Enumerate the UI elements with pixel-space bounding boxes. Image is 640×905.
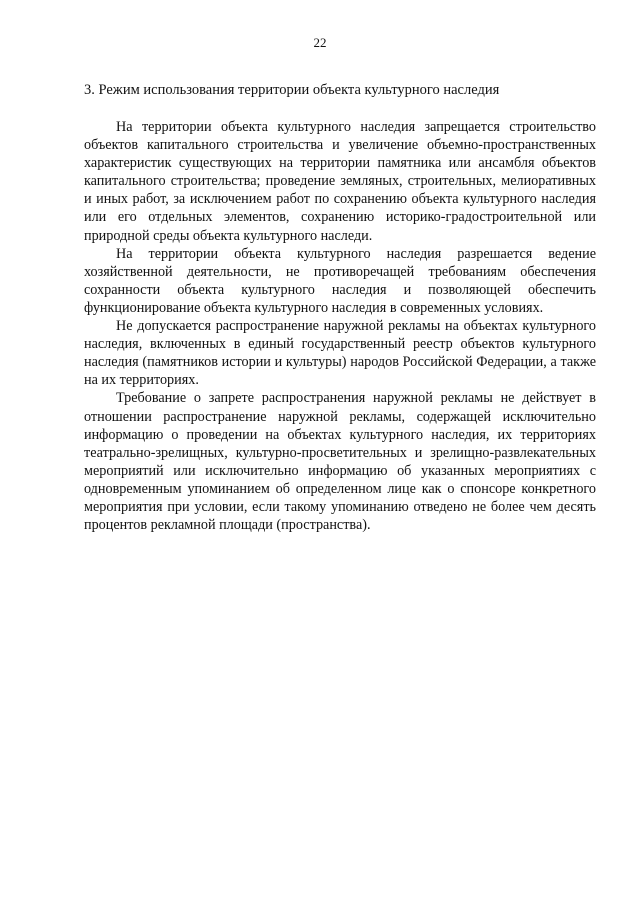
paragraph-advertising-prohibition: Не допускается распространение наружной рекламы на объектах культурного наследия, включенных в единый государственный реестр объектов культурного наследия (памятников истории и культуры) народов Российской Федерации, а также на их территориях. — [84, 318, 596, 389]
section-body — [84, 118, 596, 534]
page-number: 22 — [313, 35, 327, 50]
paragraph-advertising-exception: Требование о запрете распространения наружной рекламы не действует в отношении распространение наружной рекламы, содержащей исключительно информацию о проведении на объектах культурного наследия, их территориях театрально-зрелищных, культурно-просветительных и зрелищно-развлекательных мероприятий или исключительно информацию об указанных мероприятиях с одновременным упоминанием об определенном лице как о спонсоре конкретного мероприятия при условии, если такому упоминанию отведено не более чем десять процентов рекламной площади (пространства). — [84, 390, 596, 534]
paragraph-construction-prohibition: На территории объекта культурного наследия запрещается строительство объектов капитального строительства и увеличение объемно-пространственных характеристик существующих на территории памятника или ансамбля объектов капитального строительства; проведение земляных, строительных, мелиоративных и иных работ, за исключением работ по сохранению объекта культурного наследия или его отдельных элементов, сохранению историко-градостроительной или природной среды объекта культурного наследи. — [84, 119, 596, 244]
section-title: 3. Режим использования территории объекта культурного наследия — [84, 82, 500, 98]
paragraph-economic-activity: На территории объекта культурного наследия разрешается ведение хозяйственной деятельности, не противоречащей требованиям обеспечения сохранности объекта культурного наследия и позволяющей обеспечить функционирование объекта культурного наследия в современных условиях. — [84, 245, 596, 316]
